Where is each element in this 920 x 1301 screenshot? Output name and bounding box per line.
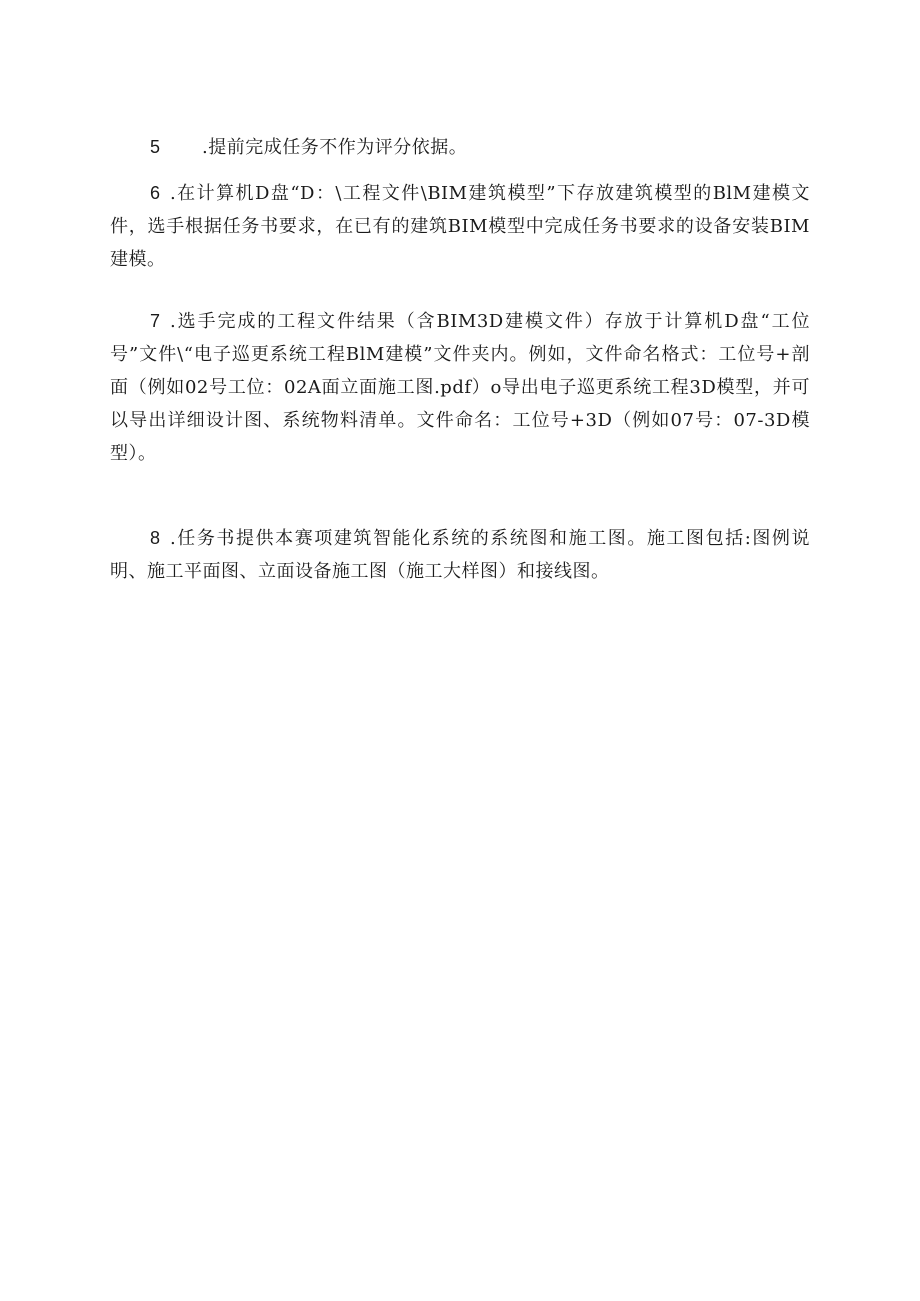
list-item-7 [110,305,810,470]
item-number: 5 [150,137,161,157]
item-number: 6 [150,183,161,203]
item-text: .任务书提供本赛项建筑智能化系统的系统图和施工图。施工图包括:图例说明、施工平面图、立面设备施工图（施工大样图）和接线图。 [110,528,810,582]
list-item-5 [110,131,810,164]
item-text: .选手完成的工程文件结果（含BIM3D建模文件）存放于计算机D盘“工位号”文件\“电子巡更系统工程BlM建模”文件夹内。例如，文件命名格式：工位号+剖面（例如02号工位：02A面立面施工图.pdf）o导出电子巡更系统工程3D模型，并可以导出详细设计图、系统物料清单。文件命名：工位号+3D（例如07号：07-3D模型）。 [110,311,810,464]
list-item-8 [110,522,810,588]
item-text: .在计算机D盘“D：\工程文件\BIM建筑模型”下存放建筑模型的BlM建模文件，选手根据任务书要求，在已有的建筑BIM模型中完成任务书要求的设备安装BIM建模。 [110,183,810,270]
item-text: .提前完成任务不作为评分依据。 [202,137,468,158]
list-item-6 [110,177,810,276]
item-number: 8 [150,528,161,548]
item-number: 7 [150,311,161,331]
